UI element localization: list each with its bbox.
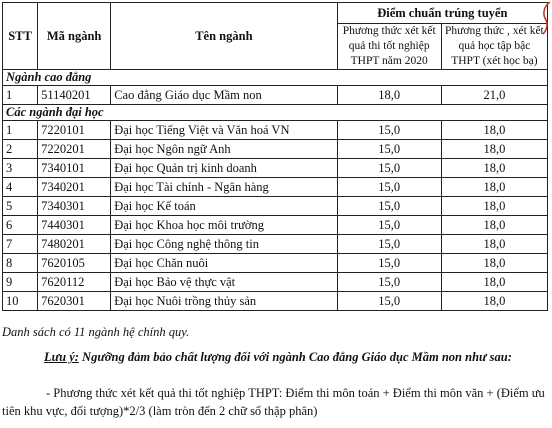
table-row xyxy=(3,159,548,178)
table-row xyxy=(3,121,548,140)
row-score-exam: 15,0 xyxy=(337,159,441,178)
section-row xyxy=(3,105,548,121)
row-score-transcript: 18,0 xyxy=(441,159,547,178)
row-stt: 9 xyxy=(3,273,38,292)
section-title: Ngành cao đẳng xyxy=(3,70,548,86)
header-stt: STT xyxy=(3,3,38,70)
row-code: 7620112 xyxy=(38,273,111,292)
row-name: Đại học Bảo vệ thực vật xyxy=(111,273,337,292)
row-name: Đại học Ngôn ngữ Anh xyxy=(111,140,337,159)
note-label: Lưu ý: xyxy=(44,350,79,364)
row-name: Đại học Tiếng Việt và Văn hoá VN xyxy=(111,121,337,140)
row-score-transcript: 21,0 xyxy=(441,86,547,105)
table-row xyxy=(3,86,548,105)
row-stt: 2 xyxy=(3,140,38,159)
row-stt: 6 xyxy=(3,216,38,235)
table-row xyxy=(3,235,548,254)
row-name: Đại học Công nghệ thông tin xyxy=(111,235,337,254)
row-score-transcript: 18,0 xyxy=(441,140,547,159)
note-heading-text: Ngưỡng đảm bảo chất lượng đối với ngành Cao đẳng Giáo dục Mầm non như sau: xyxy=(82,350,512,364)
row-stt: 1 xyxy=(3,121,38,140)
header-score-group: Điểm chuẩn trúng tuyển xyxy=(337,3,547,24)
table-row xyxy=(3,178,548,197)
row-code: 7220101 xyxy=(38,121,111,140)
header-name: Tên ngành xyxy=(111,3,337,70)
row-score-transcript: 18,0 xyxy=(441,273,547,292)
row-score-transcript: 18,0 xyxy=(441,178,547,197)
row-score-exam: 15,0 xyxy=(337,292,441,311)
header-code: Mã ngành xyxy=(38,3,111,70)
row-name: Đại học Khoa học môi trường xyxy=(111,216,337,235)
table-row xyxy=(3,254,548,273)
row-name: Đại học Quản trị kinh doanh xyxy=(111,159,337,178)
table-row xyxy=(3,140,548,159)
table-row xyxy=(3,273,548,292)
section-title: Các ngành đại học xyxy=(3,105,548,121)
row-score-transcript: 18,0 xyxy=(441,121,547,140)
row-stt: 10 xyxy=(3,292,38,311)
row-score-exam: 15,0 xyxy=(337,178,441,197)
stamp-mark xyxy=(538,0,552,36)
note-body-text: - Phương thức xét kết quả thi tốt nghiệp THPT: Điểm thi môn toán + Điểm thi môn văn + (Điểm ưu tiên khu vực, đối tượng)*2/3 (làm tròn đến 2 chữ số thập phân) xyxy=(2,386,545,418)
row-name: Đại học Chăn nuôi xyxy=(111,254,337,273)
row-score-exam: 15,0 xyxy=(337,235,441,254)
row-code: 7340101 xyxy=(38,159,111,178)
row-score-exam: 15,0 xyxy=(337,254,441,273)
row-score-transcript: 18,0 xyxy=(441,197,547,216)
row-stt: 4 xyxy=(3,178,38,197)
section-row xyxy=(3,70,548,86)
header-method-transcript: Phương thức , xét kết quả học tập bậc THPT (xét học bạ) xyxy=(441,24,547,70)
row-score-transcript: 18,0 xyxy=(441,216,547,235)
row-name: Đại học Kế toán xyxy=(111,197,337,216)
note-body xyxy=(2,384,548,420)
table-body xyxy=(3,70,548,311)
row-name: Cao đẳng Giáo dục Mầm non xyxy=(111,86,337,105)
table-row xyxy=(3,216,548,235)
row-score-exam: 15,0 xyxy=(337,140,441,159)
row-score-transcript: 18,0 xyxy=(441,235,547,254)
header-method-exam: Phương thức xét kết quả thi tốt nghiệp THPT năm 2020 xyxy=(337,24,441,70)
row-code: 7340301 xyxy=(38,197,111,216)
row-code: 7620105 xyxy=(38,254,111,273)
row-stt: 1 xyxy=(3,86,38,105)
row-score-transcript: 18,0 xyxy=(441,292,547,311)
table-row xyxy=(3,197,548,216)
table-row xyxy=(3,292,548,311)
row-code: 7220201 xyxy=(38,140,111,159)
row-stt: 5 xyxy=(3,197,38,216)
row-code: 7340201 xyxy=(38,178,111,197)
row-code: 7480201 xyxy=(38,235,111,254)
row-code: 7620301 xyxy=(38,292,111,311)
row-score-exam: 15,0 xyxy=(337,216,441,235)
note-heading xyxy=(44,349,544,366)
row-score-exam: 15,0 xyxy=(337,273,441,292)
row-score-exam: 18,0 xyxy=(337,86,441,105)
row-score-exam: 15,0 xyxy=(337,121,441,140)
row-code: 7440301 xyxy=(38,216,111,235)
row-name: Đại học Tài chính - Ngân hàng xyxy=(111,178,337,197)
row-code: 51140201 xyxy=(38,86,111,105)
row-stt: 7 xyxy=(3,235,38,254)
row-name: Đại học Nuôi trồng thủy sản xyxy=(111,292,337,311)
row-score-transcript: 18,0 xyxy=(441,254,547,273)
row-score-exam: 15,0 xyxy=(337,197,441,216)
row-stt: 8 xyxy=(3,254,38,273)
admissions-table xyxy=(2,2,548,311)
program-count-note: Danh sách có 11 ngành hệ chính quy. xyxy=(2,325,190,339)
row-stt: 3 xyxy=(3,159,38,178)
